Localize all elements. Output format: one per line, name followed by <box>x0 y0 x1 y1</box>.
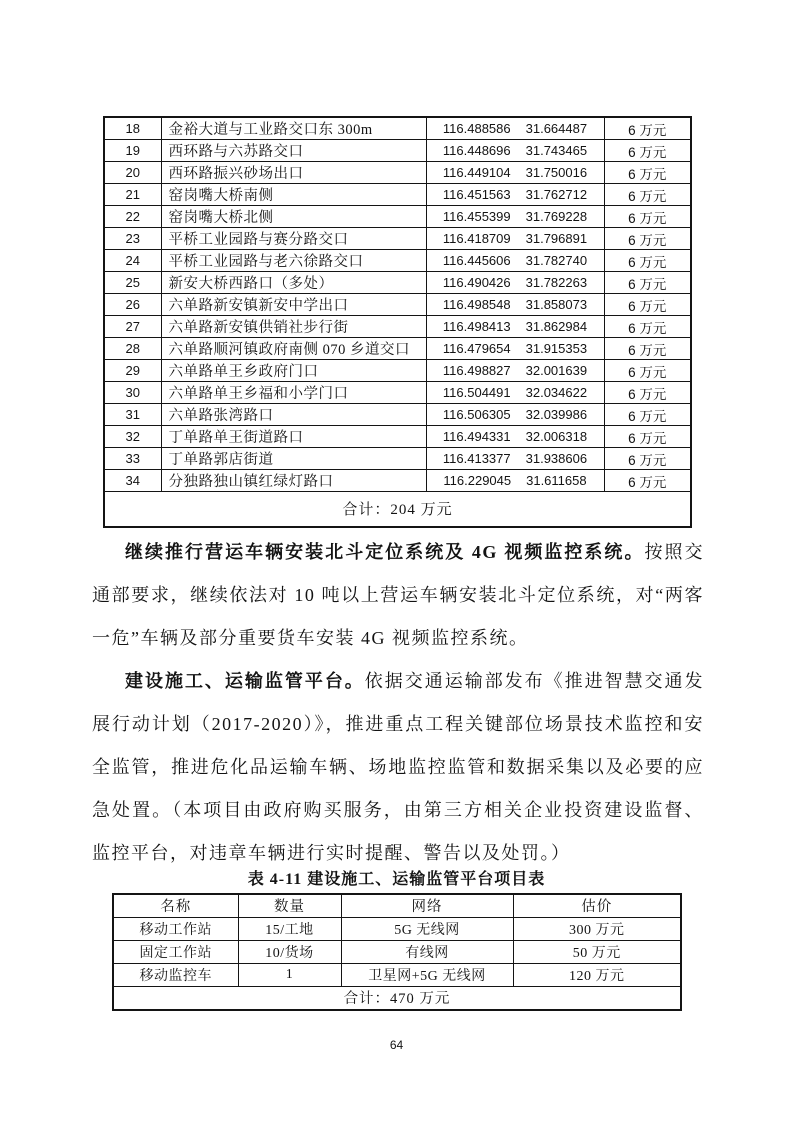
table-row <box>104 184 691 206</box>
latitude-value: 31.915353 <box>525 341 588 356</box>
location-name: 平桥工业园路与老六徐路交口 <box>161 250 426 272</box>
estimate-value: 6 万元 <box>604 404 691 426</box>
platform-items-table-body <box>113 917 681 986</box>
location-name: 六单路张湾路口 <box>161 404 426 426</box>
longitude-value: 116.449104 <box>442 165 511 180</box>
latitude-value: 32.034622 <box>525 385 588 400</box>
estimate-value: 6 万元 <box>604 140 691 162</box>
longitude-value: 116.451563 <box>442 187 511 202</box>
table-cell: 300 万元 <box>513 917 681 940</box>
location-name: 六单路新安镇供销社步行街 <box>161 316 426 338</box>
location-name: 西环路与六苏路交口 <box>161 140 426 162</box>
table-row <box>113 917 681 940</box>
table-row <box>104 338 691 360</box>
estimate-value: 6 万元 <box>604 117 691 140</box>
location-name: 六单路单王乡福和小学门口 <box>161 382 426 404</box>
estimate-value: 6 万元 <box>604 360 691 382</box>
location-name: 六单路新安镇新安中学出口 <box>161 294 426 316</box>
table-row <box>104 448 691 470</box>
latitude-value: 31.750016 <box>525 165 588 180</box>
table-cell: 移动监控车 <box>113 963 238 986</box>
longitude-value: 116.448696 <box>442 143 511 158</box>
row-index: 22 <box>104 206 161 228</box>
coordinates-cell <box>426 338 604 360</box>
row-index: 33 <box>104 448 161 470</box>
coordinates-cell <box>426 426 604 448</box>
latitude-value: 31.769228 <box>525 209 588 224</box>
latitude-value: 32.039986 <box>525 407 588 422</box>
estimate-value: 6 万元 <box>604 294 691 316</box>
latitude-value: 31.664487 <box>525 121 588 136</box>
table-total-row <box>104 492 691 527</box>
table-row <box>104 206 691 228</box>
estimate-value: 6 万元 <box>604 426 691 448</box>
row-index: 27 <box>104 316 161 338</box>
row-index: 20 <box>104 162 161 184</box>
latitude-value: 31.762712 <box>525 187 588 202</box>
longitude-value: 116.490426 <box>442 275 511 290</box>
estimate-value: 6 万元 <box>604 272 691 294</box>
table-row <box>104 117 691 140</box>
coordinates-cell <box>426 294 604 316</box>
table-row <box>104 140 691 162</box>
location-name: 窑岗嘴大桥南侧 <box>161 184 426 206</box>
row-index: 29 <box>104 360 161 382</box>
table-row <box>104 272 691 294</box>
estimate-value: 6 万元 <box>604 448 691 470</box>
table1-total: 合计：204 万元 <box>104 492 691 527</box>
table-row <box>104 360 691 382</box>
paragraph-beidou-lead: 继续推行营运车辆安装北斗定位系统及 4G 视频监控系统。 <box>125 542 645 562</box>
column-header: 网络 <box>341 894 513 917</box>
latitude-value: 31.782263 <box>525 275 588 290</box>
estimate-value: 6 万元 <box>604 162 691 184</box>
coordinates-cell <box>426 360 604 382</box>
estimate-value: 6 万元 <box>604 382 691 404</box>
longitude-value: 116.479654 <box>442 341 511 356</box>
row-index: 26 <box>104 294 161 316</box>
longitude-value: 116.229045 <box>443 473 512 488</box>
body-text <box>92 531 704 875</box>
table-row <box>104 382 691 404</box>
row-index: 21 <box>104 184 161 206</box>
coordinates-cell <box>426 140 604 162</box>
table-row <box>104 470 691 492</box>
row-index: 34 <box>104 470 161 492</box>
page-number: 64 <box>389 1038 404 1052</box>
column-header: 数量 <box>238 894 341 917</box>
row-index: 31 <box>104 404 161 426</box>
table-cell: 移动工作站 <box>113 917 238 940</box>
location-name: 西环路振兴砂场出口 <box>161 162 426 184</box>
longitude-value: 116.498827 <box>442 363 511 378</box>
coordinates-cell <box>426 470 604 492</box>
coordinates-cell <box>426 448 604 470</box>
location-name: 新安大桥西路口（多处） <box>161 272 426 294</box>
longitude-value: 116.455399 <box>442 209 511 224</box>
longitude-value: 116.498548 <box>442 297 511 312</box>
column-header: 名称 <box>113 894 238 917</box>
platform-items-table-head <box>113 894 681 917</box>
latitude-value: 31.938606 <box>525 451 588 466</box>
table-row <box>104 316 691 338</box>
longitude-value: 116.498413 <box>442 319 511 334</box>
latitude-value: 31.796891 <box>525 231 588 246</box>
coordinates-cell <box>426 404 604 426</box>
row-index: 23 <box>104 228 161 250</box>
table-cell: 1 <box>238 963 341 986</box>
table-cell: 固定工作站 <box>113 940 238 963</box>
coordinates-cell <box>426 206 604 228</box>
camera-locations-table <box>103 116 692 528</box>
table-cell: 50 万元 <box>513 940 681 963</box>
location-name: 丁单路单王街道路口 <box>161 426 426 448</box>
latitude-value: 31.862984 <box>525 319 588 334</box>
longitude-value: 116.506305 <box>442 407 511 422</box>
coordinates-cell <box>426 162 604 184</box>
location-name: 六单路单王乡政府门口 <box>161 360 426 382</box>
row-index: 18 <box>104 117 161 140</box>
camera-locations-table-body <box>104 117 691 492</box>
latitude-value: 31.611658 <box>526 473 587 488</box>
table2-total: 合计：470 万元 <box>113 986 681 1010</box>
longitude-value: 116.413377 <box>442 451 511 466</box>
estimate-value: 6 万元 <box>604 316 691 338</box>
paragraph-beidou <box>92 531 704 660</box>
latitude-value: 31.782740 <box>525 253 588 268</box>
table-row <box>104 294 691 316</box>
table-cell: 120 万元 <box>513 963 681 986</box>
latitude-value: 32.006318 <box>525 429 588 444</box>
latitude-value: 31.858073 <box>525 297 588 312</box>
estimate-value: 6 万元 <box>604 184 691 206</box>
location-name: 窑岗嘴大桥北侧 <box>161 206 426 228</box>
location-name: 分独路独山镇红绿灯路口 <box>161 470 426 492</box>
table-row <box>104 228 691 250</box>
table-row <box>104 426 691 448</box>
table-cell: 10/货场 <box>238 940 341 963</box>
row-index: 24 <box>104 250 161 272</box>
table-cell: 15/工地 <box>238 917 341 940</box>
table-cell: 5G 无线网 <box>341 917 513 940</box>
longitude-value: 116.445606 <box>442 253 511 268</box>
estimate-value: 6 万元 <box>604 206 691 228</box>
estimate-value: 6 万元 <box>604 470 691 492</box>
row-index: 28 <box>104 338 161 360</box>
row-index: 30 <box>104 382 161 404</box>
estimate-value: 6 万元 <box>604 338 691 360</box>
latitude-value: 32.001639 <box>525 363 588 378</box>
table-cell: 有线网 <box>341 940 513 963</box>
coordinates-cell <box>426 250 604 272</box>
location-name: 金裕大道与工业路交口东 300m <box>161 117 426 140</box>
table-row <box>113 940 681 963</box>
row-index: 32 <box>104 426 161 448</box>
table-header-row <box>113 894 681 917</box>
estimate-value: 6 万元 <box>604 228 691 250</box>
coordinates-cell <box>426 117 604 140</box>
platform-items-table <box>112 893 682 1011</box>
table-cell: 卫星网+5G 无线网 <box>341 963 513 986</box>
longitude-value: 116.418709 <box>442 231 511 246</box>
paragraph-platform-body: 依据交通运输部发布《推进智慧交通发展行动计划（2017-2020）》，推进重点工程关键部位场景技术监控和安全监管，推进危化品运输车辆、场地监控监管和数据采集以及必要的应急处置。（本项目由政府购买服务，由第三方相关企业投资建设监督、监控平台，对违章车辆进行实时提醒、警告以及处罚。） <box>92 671 705 863</box>
longitude-value: 116.504491 <box>442 385 511 400</box>
estimate-value: 6 万元 <box>604 250 691 272</box>
location-name: 丁单路郭店街道 <box>161 448 426 470</box>
coordinates-cell <box>426 272 604 294</box>
paragraph-beidou-body: 按照交通部要求，继续依法对 10 吨以上营运车辆安装北斗定位系统，对“两客一危”车辆及部分重要货车安装 4G 视频监控系统。 <box>92 542 705 648</box>
coordinates-cell <box>426 228 604 250</box>
longitude-value: 116.494331 <box>442 429 511 444</box>
latitude-value: 31.743465 <box>525 143 588 158</box>
paragraph-platform-lead: 建设施工、运输监管平台。 <box>125 671 365 691</box>
location-name: 平桥工业园路与赛分路交口 <box>161 228 426 250</box>
table-total-row <box>113 986 681 1010</box>
table-row <box>104 162 691 184</box>
coordinates-cell <box>426 382 604 404</box>
location-name: 六单路顺河镇政府南侧 070 乡道交口 <box>161 338 426 360</box>
table-row <box>104 404 691 426</box>
column-header: 估价 <box>513 894 681 917</box>
coordinates-cell <box>426 316 604 338</box>
row-index: 25 <box>104 272 161 294</box>
table-row <box>104 250 691 272</box>
paragraph-platform <box>92 660 704 875</box>
table2-title: 表 4-11 建设施工、运输监管平台项目表 <box>247 871 546 888</box>
longitude-value: 116.488586 <box>442 121 511 136</box>
row-index: 19 <box>104 140 161 162</box>
coordinates-cell <box>426 184 604 206</box>
table-row <box>113 963 681 986</box>
